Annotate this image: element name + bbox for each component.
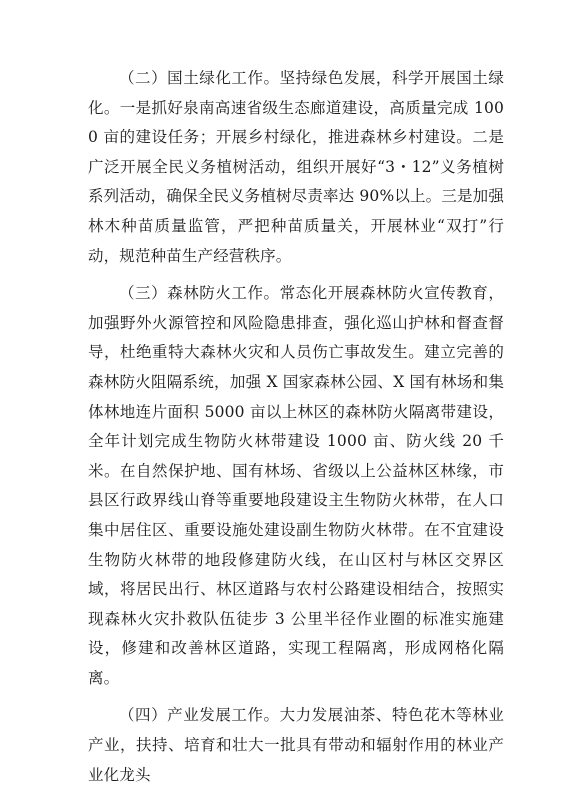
paragraph-land-greening: （二）国土绿化工作。坚持绿色发展，科学开展国土绿化。一是抓好泉南高速省级生态廊道建设，高质量完成 1000 亩的建设任务；开展乡村绿化，推进森林乡村建设。二是广泛开展全民义务植树活动，组织开展好“3・12”义务植树系列活动，确保全民义务植树尽责率达 90%以上。三是加强林木种苗质量监管，严把种苗质量关，开展林业“双打”行动，规范种苗生产经营秩序。 [88,69,504,265]
paragraph-forest-fire-prevention: （三）森林防火工作。常态化开展森林防火宣传教育，加强野外火源管控和风险隐患排查，强化巡山护林和督查督导，杜绝重特大森林火灾和人员伤亡事故发生。建立完善的森林防火阻隔系统，加强 X 国家森林公园、X 国有林场和集体林地连片面积 5000 亩以上林区的森林防火隔离带建设，全年计划完成生物防火林带建设 1000 亩、防火线 20 千米。在自然保护地、国有林场、省级以上公益林区林缘，市县区行政界线山脊等重要地段建设主生物防火林带，在人口集中居住区、重要设施处建设副生物防火林带。在不宜建设生物防火林带的地段修建防火线，在山区村与林区交界区域，将居民出行、林区道路与农村公路建设相结合，按照实现森林火灾扑救队伍徒步 3 公里半径作业圈的标准实施建设，修建和改善林区道路，实现工程隔离，形成网格化隔离。 [88,284,504,687]
paragraph-industry-development: （四）产业发展工作。大力发展油茶、特色花木等林业产业，扶持、培育和壮大一批具有带动和辐射作用的林业产业化龙头 [88,706,504,784]
document-body [88,64,504,798]
